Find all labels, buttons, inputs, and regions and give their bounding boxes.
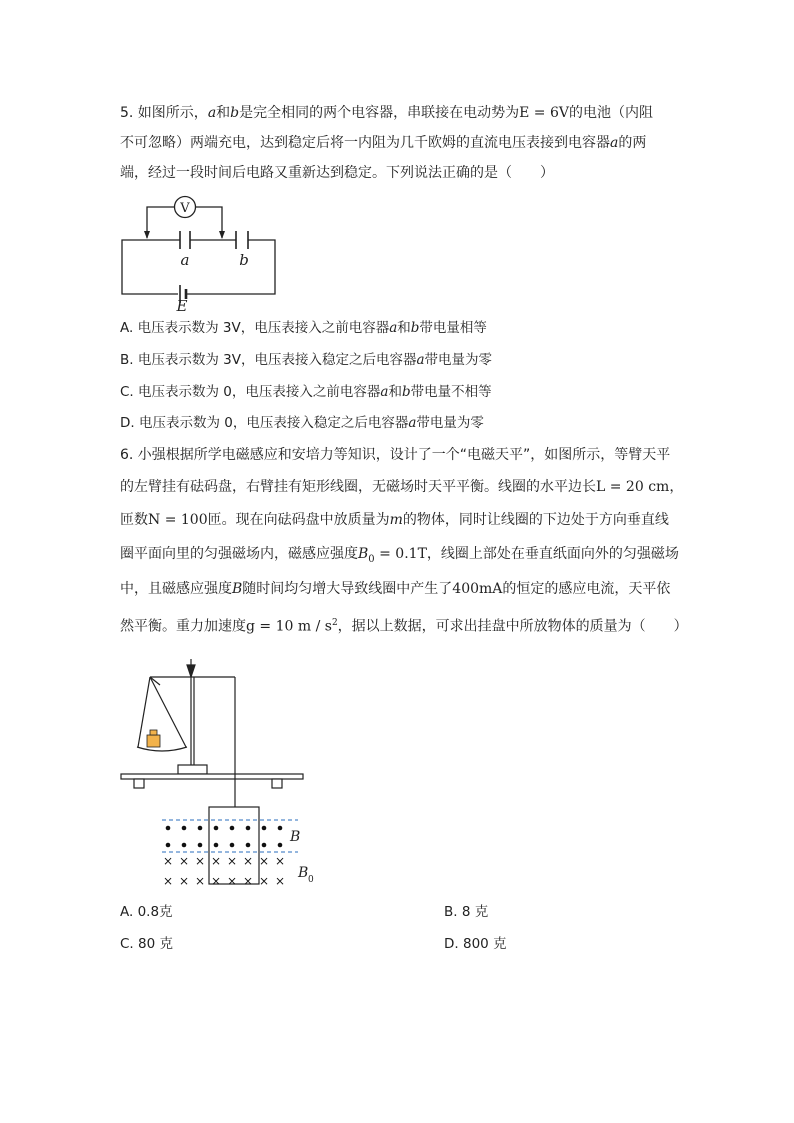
field-cross-0-3: × bbox=[210, 854, 222, 868]
field-dot-1-5 bbox=[246, 843, 251, 848]
q6-balance-figure bbox=[110, 655, 320, 895]
field-marks bbox=[163, 826, 285, 888]
q6-line-2: 的左臂挂有砝码盘，右臂挂有矩形线圈，无磁场时天平平衡。线圈的水平边长L = 20 cm， bbox=[120, 479, 684, 495]
q6-line-3: 匝数N = 100匝。现在向砝码盘中放质量为m的物体，同时让线圈的下边处于方向垂直线 bbox=[120, 512, 669, 528]
field-b0-subscript: 0 bbox=[308, 875, 314, 885]
field-cross-1-5: × bbox=[242, 874, 254, 888]
field-cross-1-3: × bbox=[210, 874, 222, 888]
arrow-left-icon bbox=[144, 231, 150, 239]
field-cross-1-6: × bbox=[258, 874, 270, 888]
q5-line-3: 端，经过一段时间后电路又重新达到稳定。下列说法正确的是（ ） bbox=[120, 165, 554, 181]
q6-line-5: 中，且磁感应强度B随时间均匀增大导致线圈中产生了400mA的恒定的感应电流，天平依 bbox=[120, 581, 671, 597]
field-cross-1-4: × bbox=[226, 874, 238, 888]
field-dot-1-1 bbox=[182, 843, 187, 848]
q5-option-d[interactable]: D. 电压表示数为 0，电压表接入稳定之后电容器a带电量为零 bbox=[120, 415, 484, 431]
q5-option-b[interactable]: B. 电压表示数为 3V，电压表接入稳定之后电容器a带电量为零 bbox=[120, 352, 493, 368]
arrow-right-icon bbox=[219, 231, 225, 239]
field-b-label: B bbox=[290, 829, 301, 845]
field-cross-1-1: × bbox=[178, 874, 190, 888]
field-dot-0-4 bbox=[230, 826, 235, 831]
q5-circuit-figure bbox=[110, 190, 290, 315]
field-dot-0-5 bbox=[246, 826, 251, 831]
q5-option-a[interactable]: A. 电压表示数为 3V，电压表接入之前电容器a和b带电量相等 bbox=[120, 320, 487, 336]
weight-knob bbox=[150, 730, 157, 735]
q6-option-b[interactable]: B. 8 克 bbox=[444, 904, 489, 920]
field-dot-1-0 bbox=[166, 843, 171, 848]
field-dot-0-2 bbox=[198, 826, 203, 831]
q5-option-c[interactable]: C. 电压表示数为 0，电压表接入之前电容器a和b带电量不相等 bbox=[120, 384, 492, 400]
capacitor-b-label: b bbox=[239, 251, 249, 269]
q6-line-1: 6. 小强根据所学电磁感应和安培力等知识，设计了一个“电磁天平”，如图所示，等臂天平 bbox=[120, 447, 671, 463]
field-cross-0-0: × bbox=[162, 854, 174, 868]
field-dot-1-6 bbox=[262, 843, 267, 848]
field-cross-0-6: × bbox=[258, 854, 270, 868]
field-dot-0-6 bbox=[262, 826, 267, 831]
q5-line-1: 5. 如图所示，a和b是完全相同的两个电容器，串联接在电动势为E = 6V的电池（内阻 bbox=[120, 105, 654, 121]
field-b0-label: B bbox=[298, 865, 309, 881]
field-cross-0-4: × bbox=[226, 854, 238, 868]
field-cross-0-2: × bbox=[194, 854, 206, 868]
battery-label: E bbox=[176, 297, 188, 315]
voltmeter-label: V bbox=[180, 201, 190, 216]
field-cross-1-7: × bbox=[274, 874, 286, 888]
field-dot-0-0 bbox=[166, 826, 171, 831]
field-dot-0-1 bbox=[182, 826, 187, 831]
weight-object bbox=[147, 735, 160, 747]
field-cross-0-5: × bbox=[242, 854, 254, 868]
field-dot-1-2 bbox=[198, 843, 203, 848]
field-dot-0-3 bbox=[214, 826, 219, 831]
field-dot-1-3 bbox=[214, 843, 219, 848]
q6-option-a[interactable]: A. 0.8克 bbox=[120, 904, 173, 920]
q6-line-6: 然平衡。重力加速度g = 10 m / $s^2$，据以上数据，可求出挂盘中所放物体的质量为（ ） bbox=[120, 618, 688, 635]
field-dot-0-7 bbox=[278, 826, 283, 831]
q6-line-4: 圈平面向里的匀强磁场内，磁感应强度$B_0 = 0.1T$，线圈上部处在垂直纸面向外的匀强磁场 bbox=[120, 546, 679, 565]
field-dot-1-4 bbox=[230, 843, 235, 848]
field-dot-1-7 bbox=[278, 843, 283, 848]
q6-option-d[interactable]: D. 800 克 bbox=[444, 936, 507, 952]
q6-option-c[interactable]: C. 80 克 bbox=[120, 936, 173, 952]
field-cross-1-0: × bbox=[162, 874, 174, 888]
field-cross-1-2: × bbox=[194, 874, 206, 888]
q5-line-2: 不可忽略）两端充电，达到稳定后将一内阻为几千欧姆的直流电压表接到电容器a的两 bbox=[120, 135, 647, 151]
field-cross-0-7: × bbox=[274, 854, 286, 868]
capacitor-a-label: a bbox=[180, 251, 190, 269]
field-cross-0-1: × bbox=[178, 854, 190, 868]
